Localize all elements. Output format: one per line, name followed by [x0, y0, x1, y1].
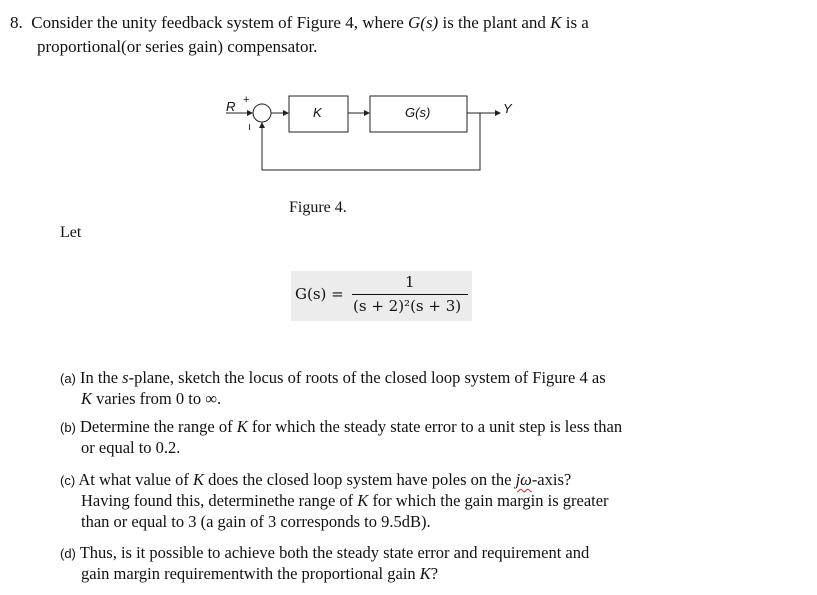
part-d-line2: gain margin requirementwith the proportional gain K?: [81, 564, 439, 583]
part-b-label: (b): [60, 420, 76, 435]
part-a-label: (a): [60, 371, 76, 386]
plus-sign: +: [243, 94, 250, 106]
summing-junction: [253, 104, 271, 122]
problem-statement-line1: 8. Consider the unity feedback system of Figure 4, where G(s) is the plant and K is a: [10, 13, 589, 32]
part-a-line1: (a) In the s-plane, sketch the locus of roots of the closed loop system of Figure 4 as: [60, 368, 606, 387]
let-label: Let: [60, 224, 82, 241]
part-b-line1: (b) Determine the range of K for which the steady state error to a unit step is less than: [60, 417, 623, 436]
part-c-label: (c): [60, 473, 76, 488]
formula-numerator: 1: [405, 273, 415, 291]
block-diagram: [0, 0, 817, 200]
part-c-line1: (c) At what value of K does the closed loop system have poles on the jω-axis?: [60, 470, 572, 489]
jw-axis-term: jω: [515, 470, 532, 489]
minus-sign: −: [242, 123, 257, 131]
problem-statement-line2: proportional(or series gain) compensator.: [37, 37, 318, 56]
input-label-r: R: [226, 99, 236, 114]
part-c-line3: than or equal to 3 (a gain of 3 corresponds to 9.5dB).: [81, 512, 431, 531]
problem-number: 8.: [10, 13, 23, 32]
formula-lhs: G(s) =: [295, 285, 344, 303]
g-block-label: G(s): [405, 105, 431, 120]
formula-denominator: (s + 2)²(s + 3): [353, 297, 462, 315]
output-label-y: Y: [503, 101, 512, 116]
k-block-label: K: [313, 105, 322, 120]
part-d-label: (d): [60, 546, 76, 561]
part-b-line2: or equal to 0.2.: [81, 438, 181, 457]
fraction-bar: [352, 294, 468, 295]
part-c-line2: Having found this, determinethe range of K for which the gain margin is greater: [81, 491, 609, 510]
figure-caption: Figure 4.: [289, 199, 347, 216]
part-d-line1: (d) Thus, is it possible to achieve both the steady state error and requirement and: [60, 543, 590, 562]
part-a-line2: K varies from 0 to ∞.: [81, 389, 222, 408]
